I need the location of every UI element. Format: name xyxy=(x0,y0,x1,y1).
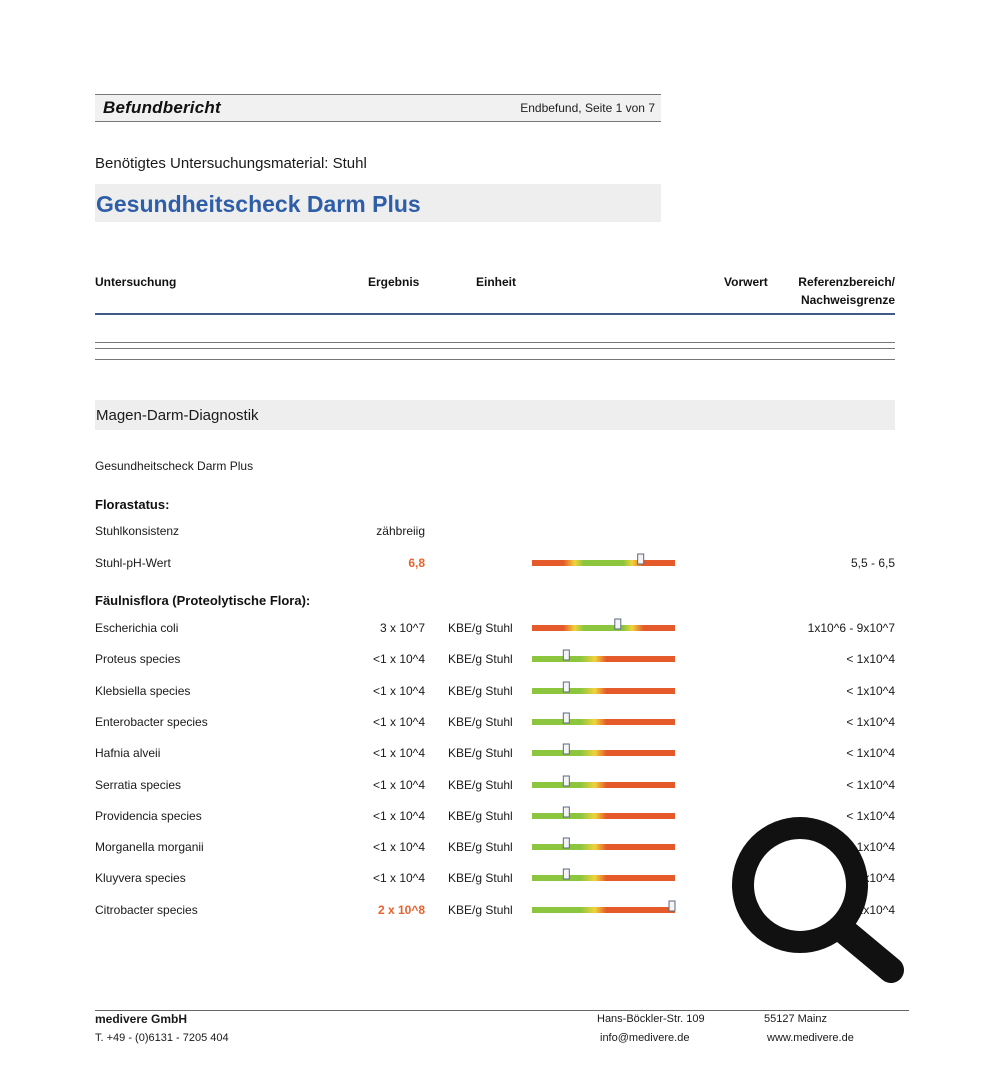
magnifier-icon[interactable] xyxy=(728,812,918,992)
group-heading-florastatus: Florastatus: xyxy=(95,497,170,512)
divider-line xyxy=(95,359,895,360)
range-indicator-bar xyxy=(532,906,675,914)
reference-range: < 1x10^4 xyxy=(846,840,895,855)
test-name: Escherichia coli xyxy=(95,621,179,635)
col-header-referenz xyxy=(798,275,895,307)
section-title: Magen-Darm-Diagnostik xyxy=(96,407,259,424)
table-header-rule xyxy=(95,313,895,315)
range-indicator-bar xyxy=(532,843,675,851)
divider-line xyxy=(95,342,895,343)
footer-web: www.medivere.de xyxy=(767,1032,854,1044)
test-unit: KBE/g Stuhl xyxy=(448,808,513,823)
result-marker xyxy=(563,807,569,817)
report-header-bar xyxy=(95,94,661,122)
result-row xyxy=(95,775,895,795)
range-indicator-bar xyxy=(532,718,675,726)
footer-phone: T. +49 - (0)6131 - 7205 404 xyxy=(95,1032,229,1044)
range-bar-track xyxy=(532,844,675,850)
result-row xyxy=(95,712,895,732)
footer-street: Hans-Böckler-Str. 109 xyxy=(597,1013,705,1025)
reference-range: < 1x10^4 xyxy=(846,683,895,698)
range-bar-track xyxy=(532,782,675,788)
result-marker xyxy=(638,554,644,564)
range-indicator-bar xyxy=(532,874,675,882)
test-result-value: <1 x 10^4 xyxy=(372,683,425,698)
result-marker xyxy=(669,901,675,911)
test-result-value: 6,8 xyxy=(408,556,425,570)
divider-line xyxy=(95,348,895,349)
test-result-value: <1 x 10^4 xyxy=(372,808,425,823)
result-marker xyxy=(563,650,569,660)
report-title: Gesundheitscheck Darm Plus xyxy=(96,191,421,217)
result-marker xyxy=(563,682,569,692)
range-bar-track xyxy=(532,719,675,725)
range-bar-track xyxy=(532,625,675,631)
range-indicator-bar xyxy=(532,781,675,789)
reference-range: < 1x10^4 xyxy=(846,871,895,886)
range-bar-track xyxy=(532,656,675,662)
range-bar-track xyxy=(532,875,675,881)
test-name: Hafnia alveii xyxy=(95,746,161,761)
test-unit: KBE/g Stuhl xyxy=(448,840,513,855)
section-bar xyxy=(95,400,895,430)
reference-range: < 1x10^4 xyxy=(846,714,895,729)
result-row xyxy=(95,649,895,669)
test-result-value: <1 x 10^4 xyxy=(372,871,425,886)
result-row xyxy=(95,743,895,763)
required-material: Benötigtes Untersuchungsmaterial: Stuhl xyxy=(95,155,367,172)
result-marker xyxy=(563,838,569,848)
range-bar-track xyxy=(532,560,675,566)
result-row xyxy=(95,681,895,701)
result-row xyxy=(95,618,895,638)
report-title-bar xyxy=(95,184,661,222)
test-name: Enterobacter species xyxy=(95,714,208,729)
footer-company: medivere GmbH xyxy=(95,1012,188,1026)
footer-email: info@medivere.de xyxy=(600,1032,690,1044)
col-header-referenz-line1: Referenzbereich/ xyxy=(798,275,895,289)
reference-range: 5,5 - 6,5 xyxy=(850,556,895,570)
reference-range: < 1x10^4 xyxy=(846,902,895,917)
range-bar-track xyxy=(532,688,675,694)
result-marker xyxy=(563,713,569,723)
reference-range: < 1x10^4 xyxy=(846,808,895,823)
range-indicator-bar xyxy=(532,812,675,820)
test-unit: KBE/g Stuhl xyxy=(448,621,513,635)
result-row xyxy=(95,553,895,573)
test-name: Kluyvera species xyxy=(95,871,186,886)
test-name: Citrobacter species xyxy=(95,902,198,917)
reference-range: 1x10^6 - 9x10^7 xyxy=(807,621,895,635)
result-row xyxy=(95,521,895,541)
range-indicator-bar xyxy=(532,687,675,695)
test-result-value: 2 x 10^8 xyxy=(377,902,425,917)
test-unit: KBE/g Stuhl xyxy=(448,902,513,917)
report-type-title: Befundbericht xyxy=(103,98,221,117)
test-name: Providencia species xyxy=(95,808,202,823)
range-indicator-bar xyxy=(532,559,675,567)
range-bar-track xyxy=(532,750,675,756)
test-result-value: <1 x 10^4 xyxy=(372,714,425,729)
test-unit: KBE/g Stuhl xyxy=(448,777,513,792)
range-indicator-bar xyxy=(532,655,675,663)
test-result-value: <1 x 10^4 xyxy=(372,777,425,792)
test-name: Proteus species xyxy=(95,652,181,667)
col-header-vorwert: Vorwert xyxy=(724,275,768,289)
test-name: Stuhl-pH-Wert xyxy=(95,556,171,570)
col-header-einheit: Einheit xyxy=(476,275,517,289)
reference-range: < 1x10^4 xyxy=(846,652,895,667)
test-result-value: <1 x 10^4 xyxy=(372,652,425,667)
range-indicator-bar xyxy=(532,624,675,632)
test-name: Morganella morganii xyxy=(95,840,204,855)
footer-city: 55127 Mainz xyxy=(764,1013,827,1025)
footer-rule xyxy=(95,1010,909,1011)
col-header-referenz-line2: Nachweisgrenze xyxy=(800,293,895,307)
test-unit: KBE/g Stuhl xyxy=(448,683,513,698)
result-marker xyxy=(615,619,621,629)
test-result-value: 3 x 10^7 xyxy=(380,621,425,635)
range-bar-track xyxy=(532,813,675,819)
reference-range: < 1x10^4 xyxy=(846,746,895,761)
test-name: Stuhlkonsistenz xyxy=(95,524,180,538)
page-info: Endbefund, Seite 1 von 7 xyxy=(520,101,655,115)
result-marker xyxy=(563,776,569,786)
test-result-value: <1 x 10^4 xyxy=(372,840,425,855)
test-unit: KBE/g Stuhl xyxy=(448,652,513,667)
group-heading-faeulnisflora: Fäulnisflora (Proteolytische Flora): xyxy=(95,593,311,608)
test-result-value: <1 x 10^4 xyxy=(372,746,425,761)
test-name: Klebsiella species xyxy=(95,683,191,698)
col-header-ergebnis: Ergebnis xyxy=(368,275,420,289)
test-result-value: zähbreiig xyxy=(376,524,425,538)
test-unit: KBE/g Stuhl xyxy=(448,714,513,729)
test-name: Serratia species xyxy=(95,777,182,792)
reference-range: < 1x10^4 xyxy=(846,777,895,792)
result-marker xyxy=(563,744,569,754)
test-unit: KBE/g Stuhl xyxy=(448,871,513,886)
result-marker xyxy=(563,869,569,879)
col-header-untersuchung: Untersuchung xyxy=(95,275,177,289)
range-indicator-bar xyxy=(532,749,675,757)
range-bar-track xyxy=(532,907,675,913)
subsection-title: Gesundheitscheck Darm Plus xyxy=(95,459,254,473)
test-unit: KBE/g Stuhl xyxy=(448,746,513,761)
